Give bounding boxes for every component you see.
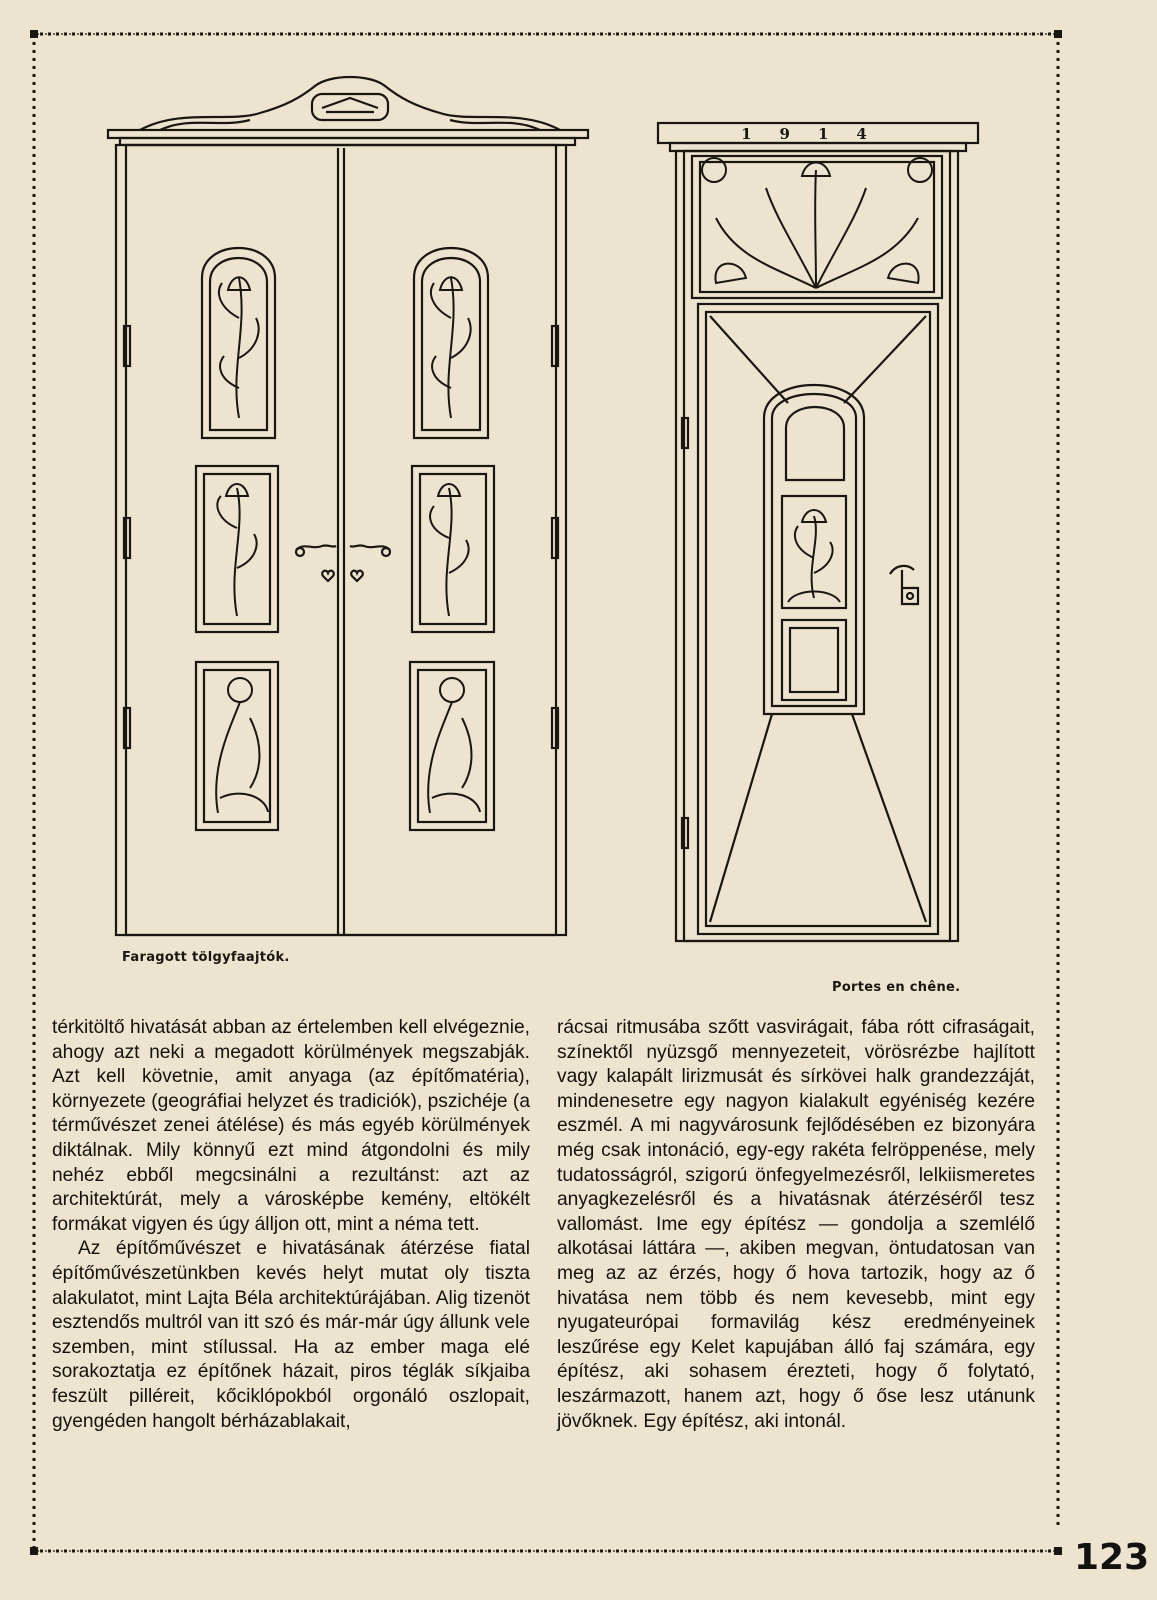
carved-double-door-illustration xyxy=(100,68,600,958)
paragraph: Az építőművészet e hivatásának átérzése fiatal építőművészetünkben kevés helyt mutat oly tiszta alakulatot, mint Lajta Béla architektúrájában. Alig tizenöt esztendős multról van itt szó és már-már úgy állunk vele szemben, mint stílussal. Ha az ember maga elé sorakoztatja ez építőnek házait, piros téglák síkjaiba feszült pilléreit, kőciklópokból orgonáló oszlopait, gyengéden hangolt bérházablakait, xyxy=(52,1238,530,1432)
lintel-date: 1914 xyxy=(741,125,895,143)
text-column-right xyxy=(557,1016,1035,1434)
text-column-left xyxy=(52,1016,530,1434)
paragraph: térkitöltő hivatását abban az értelemben kell elvégeznie, ahogy azt neki a megadott körülmények megszabják. Azt kell követnie, amit anyaga (az építőmatéria), környezete (geográfiai helyzet és tradiciók), pszichéje (a térművészet zenei átélése) és más egyéb körülmények diktálnak. Mily könnyű ezt mind átgondolni és mily nehéz ebből megcsinálni a rezultánst: azt az architektúrát, mely a városképbe kemény, eltökélt formákat vigyen és úgy álljon ott, mint a néma tett. xyxy=(52,1017,530,1235)
page-number: 123 xyxy=(1074,1537,1150,1578)
oak-door-illustration xyxy=(656,118,986,963)
figure-caption-right: Portes en chêne. xyxy=(832,980,961,995)
paragraph: rácsai ritmusába szőtt vasvirágait, fába rótt cifraságait, színektől nyüzsgő mennyezeteit, vörösrézbe hajlított vagy kalapált lirizmusát és sírkövei halk grandezzáját, mindenesetre egy nagyon kialakult egyéniség kezére eszmél. A mi nagyvárosunk fejlődésében ez bizonyára még csak intonáció, egy-egy rakéta felröppenése, mely tudatosságról, szigorú önfegyelmezésről, lelkiismeretes anyagkezelésről és a hivatásnak átérzéséről tesz vallomást. Ime egy építész — gondolja a szemlélő alkotásai láttára —, akiben megvan, öntudatosan van meg az az érzés, hogy ő hova tartozik, hogy az ő hivatása nem több és nem kevesebb, mint egy nyugateurópai formavilág kész eredményeinek leszűrése egy Kelet kapujában álló faj számára, egy építész, aki sohasem érezteti, hogy ő folytató, leszármazott, hanem azt, hogy ő őse lesz utánunk jövőknek. Egy építész, aki intonál. xyxy=(557,1017,1035,1432)
figure-caption-left: Faragott tölgyfaajtók. xyxy=(122,950,290,965)
